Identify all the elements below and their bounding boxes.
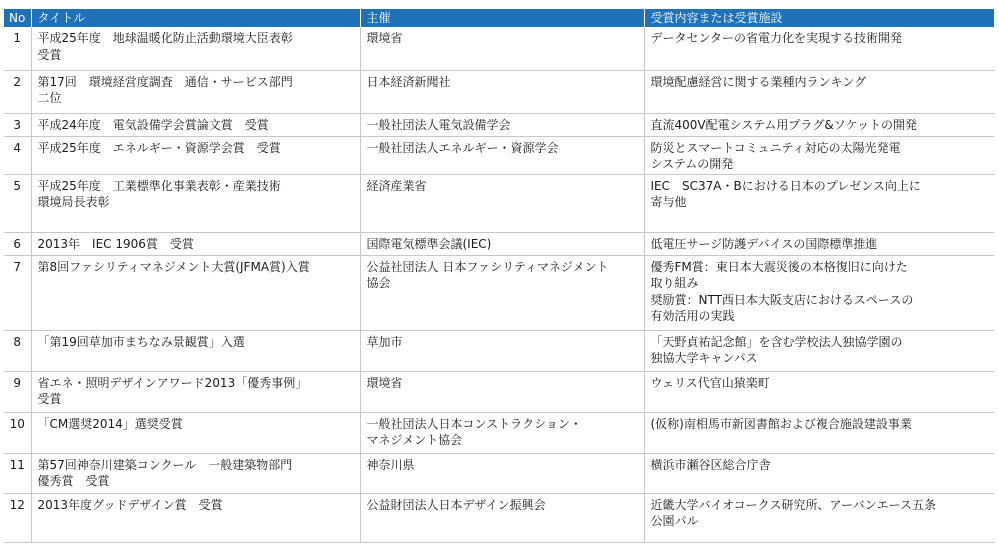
award-host: 一般社団法人日本コンストラクション・ マネジメント協会 <box>360 412 644 453</box>
award-host: 神奈川県 <box>360 453 644 493</box>
table-row <box>4 136 994 174</box>
row-number: 1 <box>4 27 31 70</box>
table-row <box>4 330 994 371</box>
award-host: 国際電気標準会議(IEC) <box>360 232 644 255</box>
award-content: 低電圧サージ防護デバイスの国際標準推進 <box>644 232 994 255</box>
award-host: 公益社団法人 日本ファシリティマネジメント 協会 <box>360 255 644 330</box>
award-content: データセンターの省電力化を実現する技術開発 <box>644 27 994 70</box>
row-number: 5 <box>4 174 31 232</box>
award-content: 直流400V配電システム用プラグ&ソケットの開発 <box>644 113 994 136</box>
award-title: 2013年度グッドデザイン賞 受賞 <box>31 493 360 542</box>
award-host: 環境省 <box>360 371 644 412</box>
table-row <box>4 232 994 255</box>
award-content: 優秀FM賞：東日本大震災後の本格復旧に向けた 取り組み 奨励賞：NTT西日本大阪支店におけるスペースの 有効活用の実践 <box>644 255 994 330</box>
award-title: 平成25年度 エネルギー・資源学会賞 受賞 <box>31 136 360 174</box>
table-row <box>4 70 994 113</box>
award-title: 第8回ファシリティマネジメント大賞(JFMA賞)入賞 <box>31 255 360 330</box>
award-host: 環境省 <box>360 27 644 70</box>
award-host: 一般社団法人電気設備学会 <box>360 113 644 136</box>
row-number: 4 <box>4 136 31 174</box>
row-number: 9 <box>4 371 31 412</box>
header-host: 主催 <box>360 9 644 27</box>
awards-table <box>4 9 994 543</box>
header-content: 受賞内容または受賞施設 <box>644 9 994 27</box>
table-row <box>4 27 994 70</box>
row-number: 3 <box>4 113 31 136</box>
table-header-row <box>4 9 994 27</box>
award-content: 「天野貞祐記念館」を含む学校法人独協学園の 独協大学キャンパス <box>644 330 994 371</box>
award-host: 日本経済新聞社 <box>360 70 644 113</box>
award-title: 「第19回草加市まちなみ景観賞」入選 <box>31 330 360 371</box>
award-title: 平成25年度 工業標準化事業表彰・産業技術 環境局長表彰 <box>31 174 360 232</box>
award-content: 横浜市瀬谷区総合庁舎 <box>644 453 994 493</box>
award-title: 平成24年度 電気設備学会賞論文賞 受賞 <box>31 113 360 136</box>
award-content: ウェリス代官山猿楽町 <box>644 371 994 412</box>
award-title: 平成25年度 地球温暖化防止活動環境大臣表彰 受賞 <box>31 27 360 70</box>
table-row <box>4 255 994 330</box>
award-content: (仮称)南相馬市新図書館および複合施設建設事業 <box>644 412 994 453</box>
award-content: 環境配慮経営に関する業種内ランキング <box>644 70 994 113</box>
award-title: 第57回神奈川建築コンクール 一般建築物部門 優秀賞 受賞 <box>31 453 360 493</box>
row-number: 11 <box>4 453 31 493</box>
award-title: 「CM選奨2014」選奨受賞 <box>31 412 360 453</box>
header-title: タイトル <box>31 9 360 27</box>
award-content: 防災とスマートコミュニティ対応の太陽光発電 システムの開発 <box>644 136 994 174</box>
award-content: IEC SC37A・Bにおける日本のプレゼンス向上に 寄与他 <box>644 174 994 232</box>
award-title: 省エネ・照明デザインアワード2013「優秀事例」 受賞 <box>31 371 360 412</box>
table-row <box>4 493 994 542</box>
award-host: 経済産業省 <box>360 174 644 232</box>
row-number: 8 <box>4 330 31 371</box>
award-title: 第17回 環境経営度調査 通信・サービス部門 二位 <box>31 70 360 113</box>
award-host: 草加市 <box>360 330 644 371</box>
row-number: 7 <box>4 255 31 330</box>
row-number: 10 <box>4 412 31 453</box>
award-content: 近畿大学バイオコークス研究所、アーバンエース五条 公園パル <box>644 493 994 542</box>
table-row <box>4 174 994 232</box>
table-row <box>4 412 994 453</box>
award-host: 公益財団法人日本デザイン振興会 <box>360 493 644 542</box>
award-title: 2013年 IEC 1906賞 受賞 <box>31 232 360 255</box>
table-row <box>4 371 994 412</box>
table-row <box>4 453 994 493</box>
award-host: 一般社団法人エネルギー・資源学会 <box>360 136 644 174</box>
header-no: No <box>4 9 31 27</box>
row-number: 12 <box>4 493 31 542</box>
row-number: 6 <box>4 232 31 255</box>
table-row <box>4 113 994 136</box>
row-number: 2 <box>4 70 31 113</box>
